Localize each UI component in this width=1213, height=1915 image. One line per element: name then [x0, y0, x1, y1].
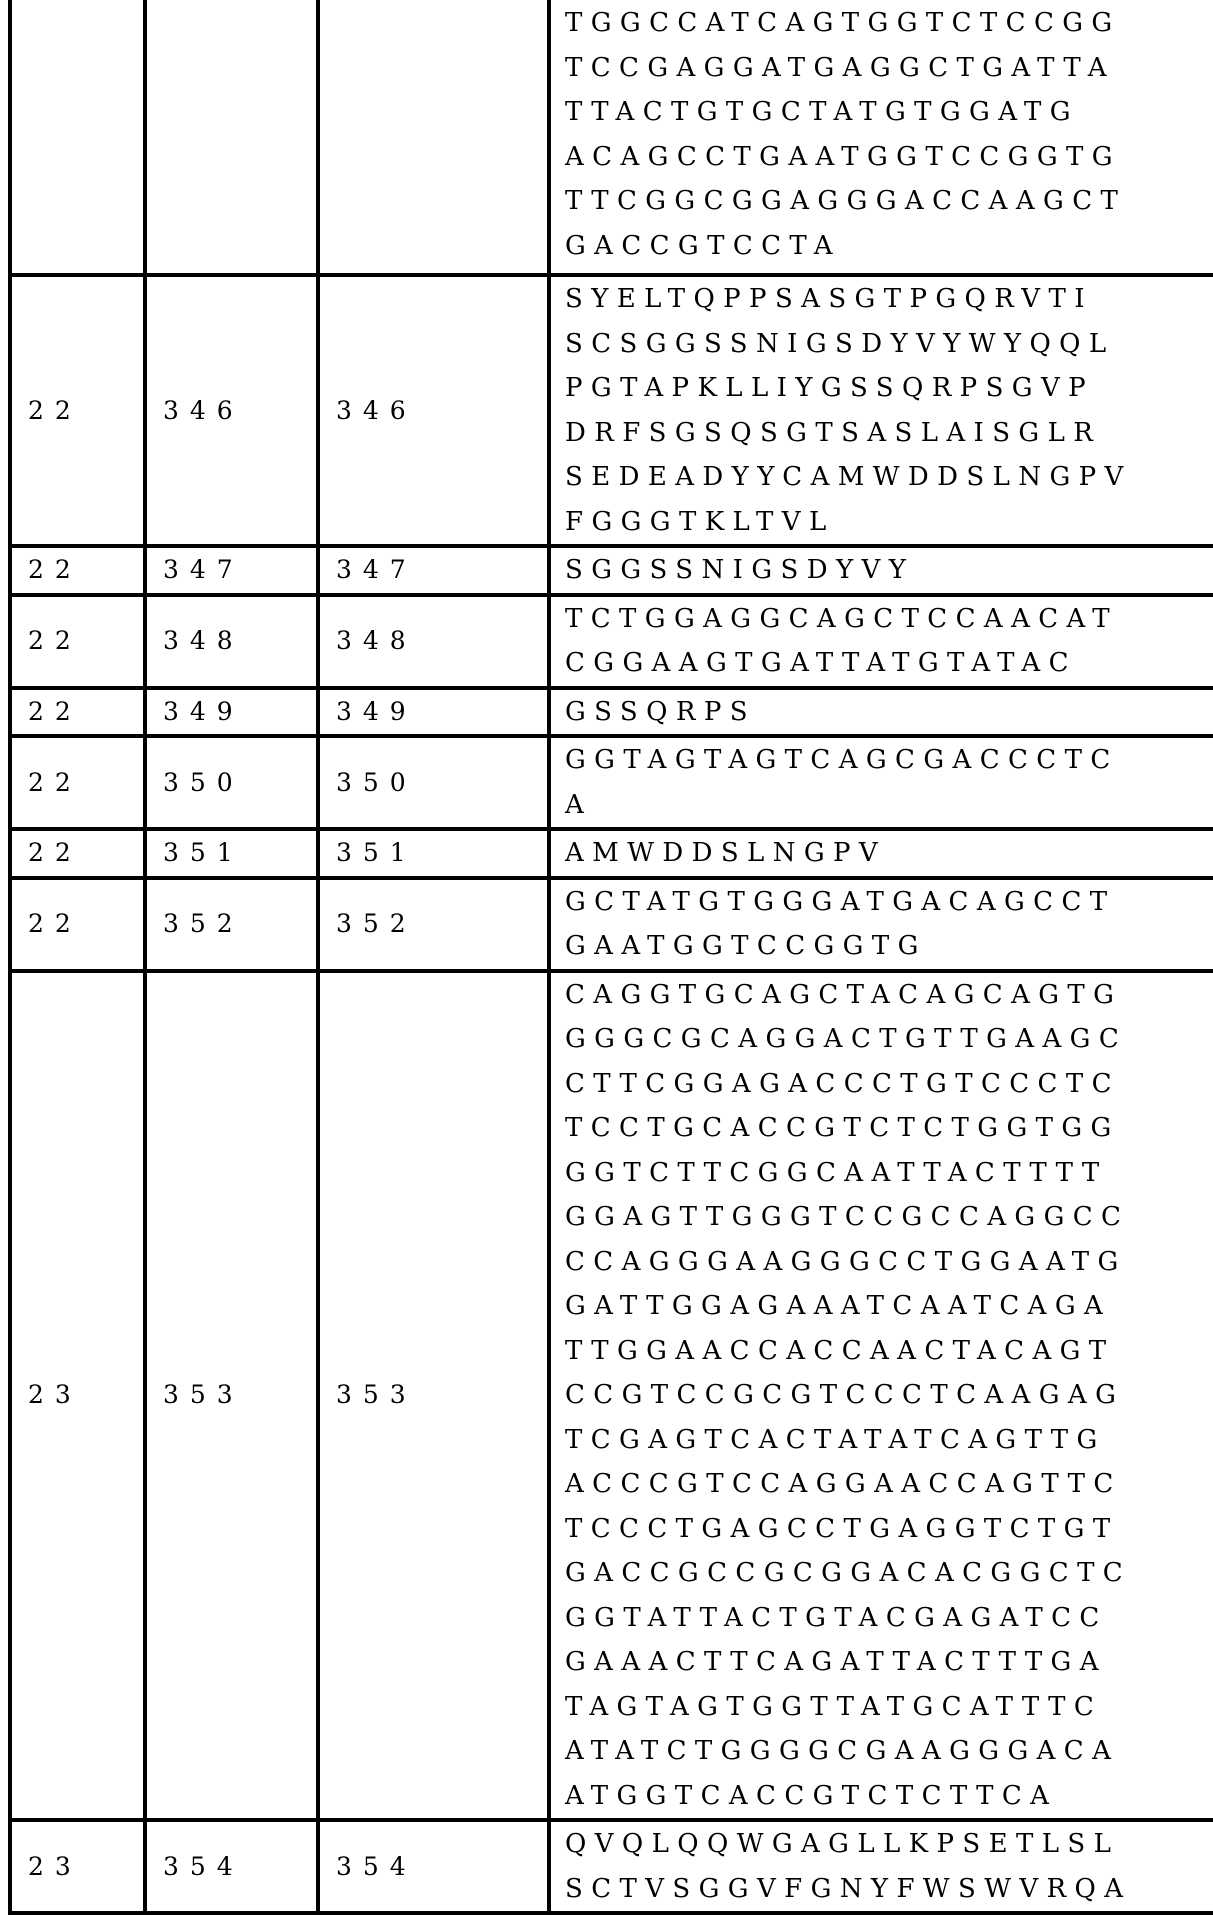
cell-seq-id [145, 971, 318, 1821]
cell-seq-id-no [318, 736, 549, 829]
seq-id-no: 349 [336, 696, 417, 726]
sequence-line: ACAGCCTGAATGGTCCGGTG [565, 141, 1121, 172]
sequence-text [551, 597, 1213, 686]
sequence-line: TCTGGAGGCAGCTCCAACAT [565, 603, 1119, 634]
cell-group [10, 736, 145, 829]
sequence-line: TCCGAGGATGAGGCTGATTA [565, 52, 1115, 83]
sequence-line: GCTATGTGGGATGACAGCCT [565, 886, 1116, 917]
sequence-line: SCSGGSSNIGSDYVYWYQQL [565, 328, 1115, 359]
seq-id-number: 350 [163, 767, 244, 797]
group-number: 22 [28, 395, 82, 425]
cell-sequence [549, 1820, 1213, 1913]
sequence-text [551, 1, 1213, 268]
sequence-line: CAGGTGCAGCTACAGCAGTG [565, 979, 1123, 1010]
sequence-line: SGGSSNIGSDYVY [565, 555, 915, 585]
sequence-line: GGTATTACTGTACGAGATCC [565, 1602, 1108, 1633]
sequence-text [551, 880, 1213, 969]
seq-id-number: 354 [163, 1851, 244, 1881]
sequence-line: GGGCGCAGGACTGTTGAAGC [565, 1024, 1128, 1054]
seq-id-number: 347 [163, 555, 244, 585]
cell-seq-id-no [318, 0, 549, 275]
sequence-line: GGAGTTGGGTCCGCCAGGCC [565, 1202, 1130, 1232]
sequence-line: QVQLQQWGAGLLKPSETLSL [565, 1829, 1120, 1859]
cell-seq-id [145, 0, 318, 275]
sequence-line: CTTCGGAGACCCTGTCCCTC [565, 1068, 1120, 1099]
seq-id-number: 348 [163, 626, 244, 655]
group-number: 22 [28, 696, 82, 726]
sequence-text [551, 831, 1213, 876]
seq-id-number: 353 [163, 1380, 244, 1410]
sequence-line: GAATGGTCCGGTG [565, 931, 927, 961]
group-number: 22 [28, 838, 82, 868]
sequence-line: TTACTGTGCTATGTGGATG [565, 97, 1079, 127]
cell-seq-id-no [318, 1820, 549, 1913]
cell-sequence [549, 829, 1213, 878]
seq-id-no: 348 [336, 626, 417, 655]
sequence-line: GAAACTTCAGATTACTTTGA [565, 1647, 1107, 1677]
sequence-line: SYELTQPPSASGTPGQRVTI [565, 284, 1093, 314]
cell-sequence [549, 688, 1213, 737]
sequence-line: TTGGAACCACCAACTACAGT [565, 1335, 1115, 1366]
cell-seq-id-no [318, 878, 549, 971]
table-row [10, 275, 1213, 546]
cell-seq-id-no [318, 829, 549, 878]
table-row [10, 829, 1213, 878]
table-row [10, 0, 1213, 275]
seq-id-no: 350 [336, 767, 417, 797]
sequence-line: AMWDDSLNGPV [565, 838, 887, 868]
cell-sequence [549, 878, 1213, 971]
group-number: 23 [28, 1380, 82, 1410]
sequence-line: TCCCTGAGCCTGAGGTCTGT [565, 1513, 1119, 1544]
cell-group [10, 0, 145, 275]
table-row [10, 688, 1213, 737]
table-row [10, 1820, 1213, 1913]
sequence-line: TTCGGCGGAGGGACCAAGCT [565, 186, 1127, 216]
cell-sequence [549, 736, 1213, 829]
sequence-line: SEDEADYYCAMWDDSLNGPV [565, 462, 1132, 492]
sequence-line: TCCTGCACCGTCTCTGGTGG [565, 1113, 1120, 1143]
sequence-line: PGTAPKLLIYGSSQRPSGVP [565, 373, 1095, 403]
sequence-line: ATGGTCACCGTCTCTTCA [565, 1780, 1058, 1811]
sequence-table [8, 0, 1213, 1915]
seq-id-no: 353 [336, 1380, 417, 1410]
seq-id-no: 354 [336, 1851, 417, 1881]
group-number: 22 [28, 626, 82, 655]
sequence-line: A [565, 789, 593, 820]
group-number: 23 [28, 1851, 82, 1881]
seq-id-number: 349 [163, 696, 244, 726]
cell-sequence [549, 971, 1213, 1821]
sequence-text [551, 1822, 1213, 1911]
sequence-line: TCGAGTCACTATATCAGTTG [565, 1424, 1106, 1455]
cell-sequence [549, 275, 1213, 546]
table-row [10, 736, 1213, 829]
cell-sequence [549, 546, 1213, 595]
cell-seq-id [145, 546, 318, 595]
group-number: 22 [28, 909, 82, 938]
cell-seq-id [145, 878, 318, 971]
sequence-line: CCAGGGAAGGGCCTGGAATG [565, 1246, 1127, 1277]
sequence-line: FGGGTKLTVL [565, 506, 835, 537]
sequence-table-body [10, 0, 1213, 1913]
sequence-line: ACCCGTCCAGGAACCAGTTC [565, 1469, 1122, 1499]
cell-seq-id-no [318, 546, 549, 595]
seq-id-no: 352 [336, 909, 417, 938]
sequence-line: GACCGCCGCGGACACGGCTC [565, 1558, 1132, 1588]
seq-id-no: 351 [336, 838, 417, 868]
cell-seq-id [145, 688, 318, 737]
sequence-text [551, 548, 1213, 593]
cell-seq-id [145, 736, 318, 829]
cell-seq-id [145, 275, 318, 546]
cell-seq-id-no [318, 275, 549, 546]
cell-seq-id-no [318, 688, 549, 737]
table-row [10, 546, 1213, 595]
seq-id-number: 346 [163, 395, 244, 425]
cell-sequence [549, 595, 1213, 688]
table-row [10, 878, 1213, 971]
sequence-line: TGGCCATCAGTGGTCTCCGG [565, 8, 1121, 38]
sequence-line: DRFSGSQSGTSASLAISGLR [565, 417, 1102, 448]
cell-seq-id [145, 829, 318, 878]
sequence-line: TAGTAGTGGTTATGCATTTC [565, 1691, 1103, 1722]
seq-id-number: 351 [163, 838, 244, 868]
seq-id-number: 352 [163, 909, 244, 938]
seq-id-no: 346 [336, 395, 417, 425]
cell-group [10, 275, 145, 546]
cell-seq-id [145, 595, 318, 688]
cell-seq-id-no [318, 971, 549, 1821]
cell-sequence [549, 0, 1213, 275]
cell-seq-id [145, 1820, 318, 1913]
seq-id-no: 347 [336, 555, 417, 585]
cell-group [10, 595, 145, 688]
sequence-line: GACCGTCCTA [565, 230, 841, 261]
sequence-line: SCTVSGGVFGNYFWSWVRQA [565, 1873, 1132, 1904]
sequence-line: ATATCTGGGGCGAAGGGACA [565, 1736, 1120, 1766]
cell-group [10, 688, 145, 737]
sequence-line: GSSQRPS [565, 696, 756, 727]
sequence-line: GATTGGAGAAATCAATCAGA [565, 1291, 1112, 1321]
sequence-line: GGTCTTCGGCAATTACTTTT [565, 1157, 1108, 1188]
sequence-text [551, 690, 1213, 735]
sequence-line: GGTAGTAGTCAGCGACCCTC [565, 745, 1119, 775]
cell-group [10, 829, 145, 878]
sequence-line: CGGAAGTGATTATGTATAC [565, 648, 1077, 678]
cell-group [10, 1820, 145, 1913]
sequence-text [551, 277, 1213, 544]
sequence-text [551, 973, 1213, 1819]
cell-seq-id-no [318, 595, 549, 688]
cell-group [10, 546, 145, 595]
sequence-text [551, 738, 1213, 827]
group-number: 22 [28, 555, 82, 585]
sequence-line: CCGTCCGCGTCCCTCAAGAG [565, 1380, 1125, 1410]
cell-group [10, 878, 145, 971]
cell-group [10, 971, 145, 1821]
group-number: 22 [28, 767, 82, 797]
table-row [10, 971, 1213, 1821]
table-row [10, 595, 1213, 688]
